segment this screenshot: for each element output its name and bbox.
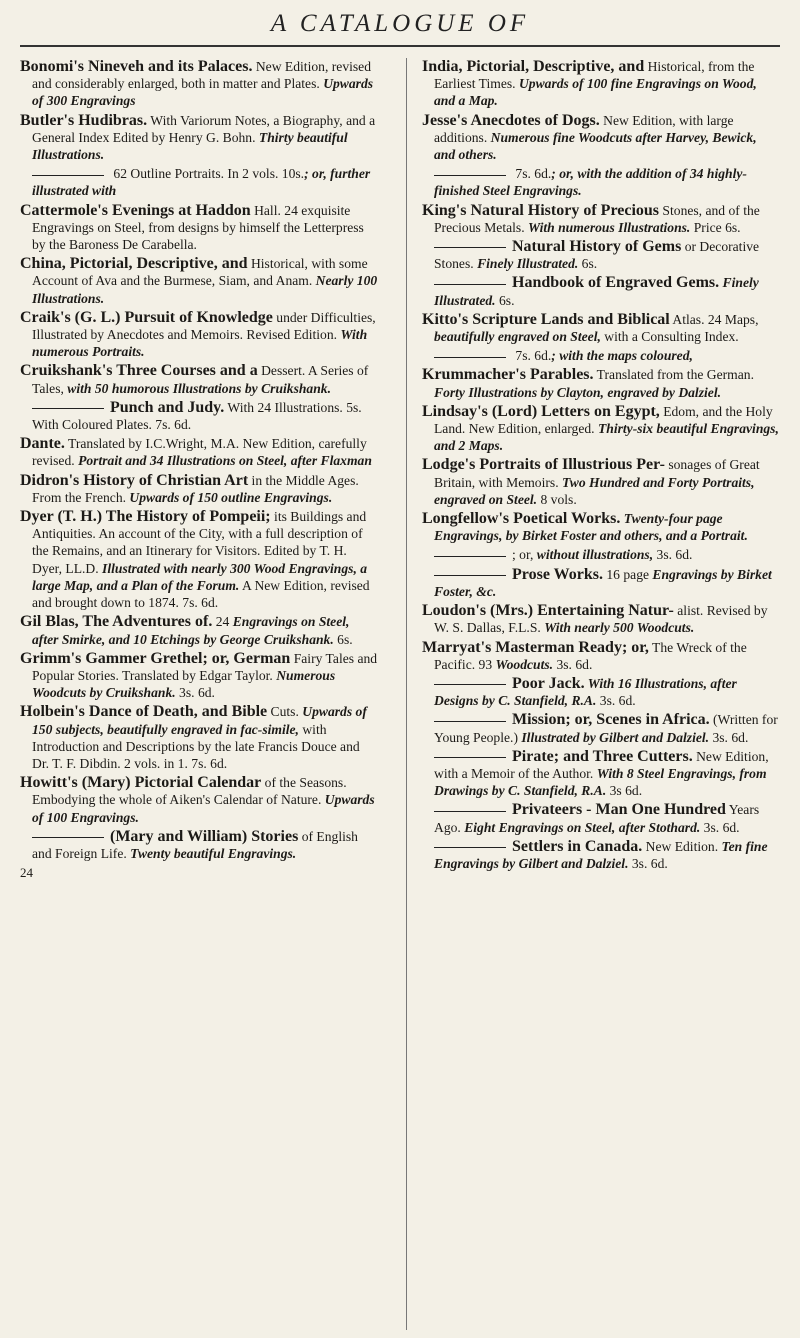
column-divider — [406, 58, 407, 1330]
entry-illustrations: Finely Illustrated. — [477, 256, 579, 272]
entry-price: 3s 6d. — [606, 783, 643, 799]
entry-subtitle: Punch and Judy. — [110, 398, 225, 416]
entry-price: 3s. 6d. — [175, 685, 215, 701]
entry-price: with Introduction and Descriptions by the late Francis Douce and Dr. T. F. Dibdin. 2 vols. in 1. 7s. 6d. — [32, 721, 360, 771]
catalogue-entry — [422, 801, 780, 835]
entry-illustrations: Illustrated by Gilbert and Dalziel. — [521, 729, 710, 745]
entry-text: Historical, with some Account of Ava and the Burmese, Siam, and Anam. — [32, 256, 368, 289]
catalogue-entry — [422, 510, 780, 544]
catalogue-entry — [422, 403, 780, 455]
entry-illustrations: Engravings on Steel, after Smirke, and 10 Etchings by George Cruikshank. — [32, 614, 350, 647]
catalogue-entry — [20, 472, 378, 506]
entry-price: 6s. — [578, 256, 598, 272]
entry-price: 6s. — [333, 631, 353, 647]
page-number: 24 — [20, 865, 33, 881]
entry-illustrations: Finely Illustrated. — [434, 275, 759, 308]
running-head: A CATALOGUE OF — [270, 10, 530, 37]
entry-illustrations: Portrait and 34 Illustrations on Steel, after Flaxman — [78, 453, 372, 469]
entry-illustrations: Numerous Woodcuts by Cruikshank. — [32, 667, 336, 701]
ditto-rule — [434, 721, 506, 722]
entry-text: Dessert. A Series of Tales, — [32, 363, 369, 396]
entry-text: New Edition, with large additions. — [434, 112, 734, 145]
catalogue-entry — [20, 255, 378, 307]
ditto-rule — [434, 811, 506, 812]
entry-title: Jesse's Anecdotes of Dogs. — [422, 111, 600, 129]
left-column — [20, 58, 378, 881]
entry-text: Years Ago. — [434, 802, 760, 835]
entry-illustrations: Illustrated with nearly 300 Wood Engravings, a large Map, and a Plan of the Forum. — [32, 560, 368, 593]
entry-illustrations: ; or, with the addition of 34 highly-finished Steel Engravings. — [434, 166, 747, 199]
entry-title: India, Pictorial, Descriptive, and — [422, 58, 645, 75]
entry-illustrations: ; with the maps coloured, — [551, 348, 693, 364]
entry-text: 24 — [212, 614, 233, 630]
entry-text: or Decorative Stones. — [434, 239, 760, 272]
entry-text: Edom, and the Holy Land. New Edition, enlarged. — [434, 403, 773, 437]
entry-text: Fairy Tales and Popular Stories. Translated by Edgar Taylor. — [32, 650, 378, 683]
entry-illustrations: Two Hundred and Forty Portraits, engraved on Steel. — [434, 474, 755, 507]
catalogue-entry — [20, 703, 378, 772]
entry-title: China, Pictorial, Descriptive, and — [20, 255, 248, 273]
entry-text: in the Middle Ages. From the French. — [32, 472, 359, 505]
entry-price: A New Edition, revised and brought down to 1874. 7s. 6d. — [32, 577, 370, 611]
entry-text: Stones, and of the Precious Metals. — [434, 202, 760, 235]
entry-title: Lodge's Portraits of Illustrious Per- — [422, 456, 665, 474]
entry-illustrations: With 16 Illustrations, after Designs by C. Stanfield, R.A. — [434, 675, 737, 709]
catalogue-entry — [20, 112, 378, 164]
entry-text: 16 page — [602, 566, 653, 582]
ditto-rule — [32, 175, 104, 176]
entry-title: Lindsay's (Lord) Letters on Egypt, — [422, 402, 660, 420]
entry-text: Translated by I.C.Wright, M.A. New Edition, carefully revised. — [32, 436, 367, 469]
entry-title: Kitto's Scripture Lands and Biblical — [422, 310, 670, 328]
entry-text: its Buildings and Antiquities. An account of the City, with a full description of the Remains, and an Itinerary for Visitors. Edited by T. H. Dyer, LL.D. — [32, 509, 367, 576]
entry-price: 6s. — [495, 292, 515, 308]
entry-title: Marryat's Masterman Ready; or, — [422, 638, 649, 656]
catalogue-entry — [422, 675, 780, 709]
catalogue-entry — [422, 366, 780, 400]
catalogue-entry — [422, 546, 780, 563]
catalogue-entry — [422, 639, 780, 673]
catalogue-entry — [20, 508, 378, 611]
entry-text: Translated from the German. — [593, 367, 754, 383]
entry-text: of English and Foreign Life. — [32, 828, 358, 861]
ditto-rule — [434, 847, 506, 848]
entry-illustrations: with 50 humorous Illustrations by Cruikshank. — [67, 380, 331, 396]
catalogue-entry — [20, 165, 378, 199]
entry-illustrations: Nearly 100 Illustrations. — [32, 273, 378, 306]
entry-price: 3s. 6d. — [628, 855, 668, 871]
entry-text: With 24 Illustrations. 5s. With Coloured Plates. 7s. 6d. — [32, 399, 362, 433]
entry-illustrations: Twenty beautiful Engravings. — [130, 845, 297, 861]
entry-price: with a Consulting Index. — [600, 329, 739, 345]
entry-price: 3s. 6d. — [709, 729, 749, 745]
ditto-rule — [434, 357, 506, 358]
entry-subtitle: Mission; or, Scenes in Africa. — [512, 711, 710, 729]
entry-text: Cuts. — [267, 704, 303, 720]
entry-subtitle: Prose Works. — [512, 565, 603, 583]
catalogue-entry — [422, 165, 780, 199]
entry-subtitle: Privateers - Man One Hundred — [512, 801, 726, 819]
entry-subtitle: Settlers in Canada. — [512, 837, 643, 855]
entry-illustrations: without illustrations, — [536, 547, 654, 563]
right-column — [422, 58, 780, 874]
entry-illustrations: Upwards of 100 Engravings. — [32, 792, 375, 825]
catalogue-entry — [422, 838, 780, 872]
entry-text: The Wreck of the Pacific. 93 — [434, 639, 747, 672]
entry-price: 3s. 6d. — [653, 547, 693, 563]
entry-price: 3s. 6d. — [553, 656, 593, 672]
entry-title: Dyer (T. H.) The History of Pompeii; — [20, 508, 271, 526]
entry-title: Loudon's (Mrs.) Entertaining Natur- — [422, 602, 674, 620]
entry-title: Holbein's Dance of Death, and Bible — [20, 703, 268, 721]
catalogue-entry — [20, 399, 378, 433]
catalogue-entry — [20, 774, 378, 826]
entry-illustrations: Numerous fine Woodcuts after Harvey, Bewick, and others. — [434, 129, 757, 163]
catalogue-entry — [20, 613, 378, 647]
ditto-rule — [434, 575, 506, 576]
entry-text: ; or, — [512, 547, 537, 563]
entry-price: Price 6s. — [690, 219, 741, 235]
catalogue-entry — [422, 58, 780, 110]
entry-text: sonages of Great Britain, with Memoirs. — [434, 457, 760, 490]
entry-title: Howitt's (Mary) Pictorial Calendar — [20, 774, 262, 792]
entry-title: Didron's History of Christian Art — [20, 471, 249, 489]
entry-illustrations: Forty Illustrations by Clayton, engraved by Dalziel. — [434, 384, 721, 400]
catalogue-entry — [422, 566, 780, 600]
catalogue-entry — [20, 362, 378, 396]
entry-title: Longfellow's Poetical Works. — [422, 510, 621, 528]
entry-text: under Difficulties, Illustrated by Anecdotes and Memoirs. Revised Edition. — [32, 309, 376, 343]
catalogue-entry — [422, 238, 780, 272]
entry-subtitle: Pirate; and Three Cutters. — [512, 747, 693, 765]
ditto-rule — [434, 175, 506, 176]
catalogue-entry — [20, 650, 378, 702]
catalogue-entry — [20, 58, 378, 110]
entry-illustrations: Eight Engravings on Steel, after Stothard. — [464, 819, 701, 835]
entry-text: (Written for Young People.) — [434, 712, 778, 745]
entry-title: Cattermole's Evenings at Haddon — [20, 201, 251, 219]
entry-title: Gil Blas, The Adventures of. — [20, 613, 213, 631]
entry-illustrations: beautifully engraved on Steel, — [434, 329, 601, 345]
catalogue-entry — [422, 347, 780, 364]
ditto-rule — [434, 284, 506, 285]
entry-price: 3s. 6d. — [596, 693, 636, 709]
entry-subtitle: Natural History of Gems — [512, 238, 682, 256]
catalogue-entry — [20, 435, 378, 469]
catalogue-entry — [422, 202, 780, 236]
catalogue-entry — [422, 311, 780, 345]
ditto-rule — [434, 556, 506, 557]
catalogue-entry — [422, 711, 780, 745]
ditto-rule — [434, 247, 506, 248]
entry-text: 7s. 6d. — [512, 166, 552, 182]
entry-title: Grimm's Gammer Grethel; or, German — [20, 649, 291, 667]
entry-text: 62 Outline Portraits. In 2 vols. 10s. — [110, 166, 305, 182]
catalogue-entry — [422, 112, 780, 164]
catalogue-entry — [422, 748, 780, 800]
entry-illustrations: Thirty beautiful Illustrations. — [32, 129, 348, 163]
catalogue-entry — [20, 828, 378, 862]
entry-text: Historical, from the Earliest Times. — [434, 59, 755, 92]
entry-subtitle: Poor Jack. — [512, 674, 585, 692]
catalogue-entry — [422, 456, 780, 508]
entry-illustrations: ; or, further illustrated with — [32, 166, 371, 199]
entry-illustrations: Woodcuts. — [495, 656, 554, 672]
entry-text: Hall. 24 exquisite Engravings on Steel, from designs by himself the Letterpress by the Baroness De Carabella. — [32, 202, 364, 253]
entry-text: Atlas. 24 Maps, — [669, 311, 759, 327]
entry-illustrations: Ten fine Engravings by Gilbert and Dalziel. — [434, 838, 768, 871]
entry-text: New Edition, revised and considerably enlarged, both in matter and Plates. — [32, 59, 372, 92]
ditto-rule — [434, 684, 506, 685]
entry-illustrations: Upwards of 150 outline Engravings. — [129, 489, 333, 505]
entry-illustrations: With nearly 500 Woodcuts. — [544, 620, 695, 636]
ditto-rule — [32, 837, 104, 838]
entry-illustrations: With numerous Portraits. — [32, 327, 368, 360]
entry-title: Butler's Hudibras. — [20, 111, 148, 129]
entry-illustrations: Upwards of 150 subjects, beautifully engraved in fac-simile, — [32, 704, 367, 737]
catalogue-entry — [422, 602, 780, 636]
entry-illustrations: Thirty-six beautiful Engravings, and 2 Maps. — [434, 421, 779, 454]
entry-title: King's Natural History of Precious — [422, 201, 660, 219]
entry-title: Bonomi's Nineveh and its Palaces. — [20, 58, 253, 75]
ditto-rule — [32, 408, 104, 409]
entry-title: Krummacher's Parables. — [422, 366, 594, 384]
ditto-rule — [434, 757, 506, 758]
entry-subtitle: Handbook of Engraved Gems. — [512, 274, 720, 292]
entry-illustrations: With 8 Steel Engravings, from Drawings by C. Stanfield, R.A. — [434, 765, 767, 799]
entry-illustrations: Twenty-four page Engravings, by Birket Foster and others, and a Portrait. — [434, 511, 748, 544]
catalogue-entry — [20, 202, 378, 254]
entry-illustrations: Upwards of 300 Engravings — [32, 76, 374, 109]
entry-text: of the Seasons. Embodying the whole of Aiken's Calendar of Nature. — [32, 775, 347, 808]
entry-illustrations: Engravings by Birket Foster, &c. — [434, 566, 772, 599]
entry-title: Craik's (G. L.) Pursuit of Knowledge — [20, 308, 273, 326]
entry-text: With Variorum Notes, a Biography, and a General Index Edited by Henry G. Bohn. — [32, 112, 376, 145]
entry-illustrations: Upwards of 100 fine Engravings on Wood, and a Map. — [434, 76, 757, 109]
entry-price: 8 vols. — [537, 491, 577, 507]
entry-subtitle: (Mary and William) Stories — [110, 827, 299, 845]
entry-title: Dante. — [20, 435, 65, 453]
entry-text: alist. Revised by W. S. Dallas, F.L.S. — [434, 603, 768, 636]
entry-text: New Edition. — [642, 838, 722, 854]
entry-text: New Edition, with a Memoir of the Author. — [434, 748, 769, 781]
entry-title: Cruikshank's Three Courses and a — [20, 362, 258, 380]
header-rule — [20, 45, 780, 47]
catalogue-entry — [422, 274, 780, 308]
catalogue-entry — [20, 309, 378, 361]
entry-text: 7s. 6d. — [512, 348, 552, 364]
entry-price: 3s. 6d. — [700, 819, 740, 835]
entry-illustrations: With numerous Illustrations. — [528, 219, 691, 235]
